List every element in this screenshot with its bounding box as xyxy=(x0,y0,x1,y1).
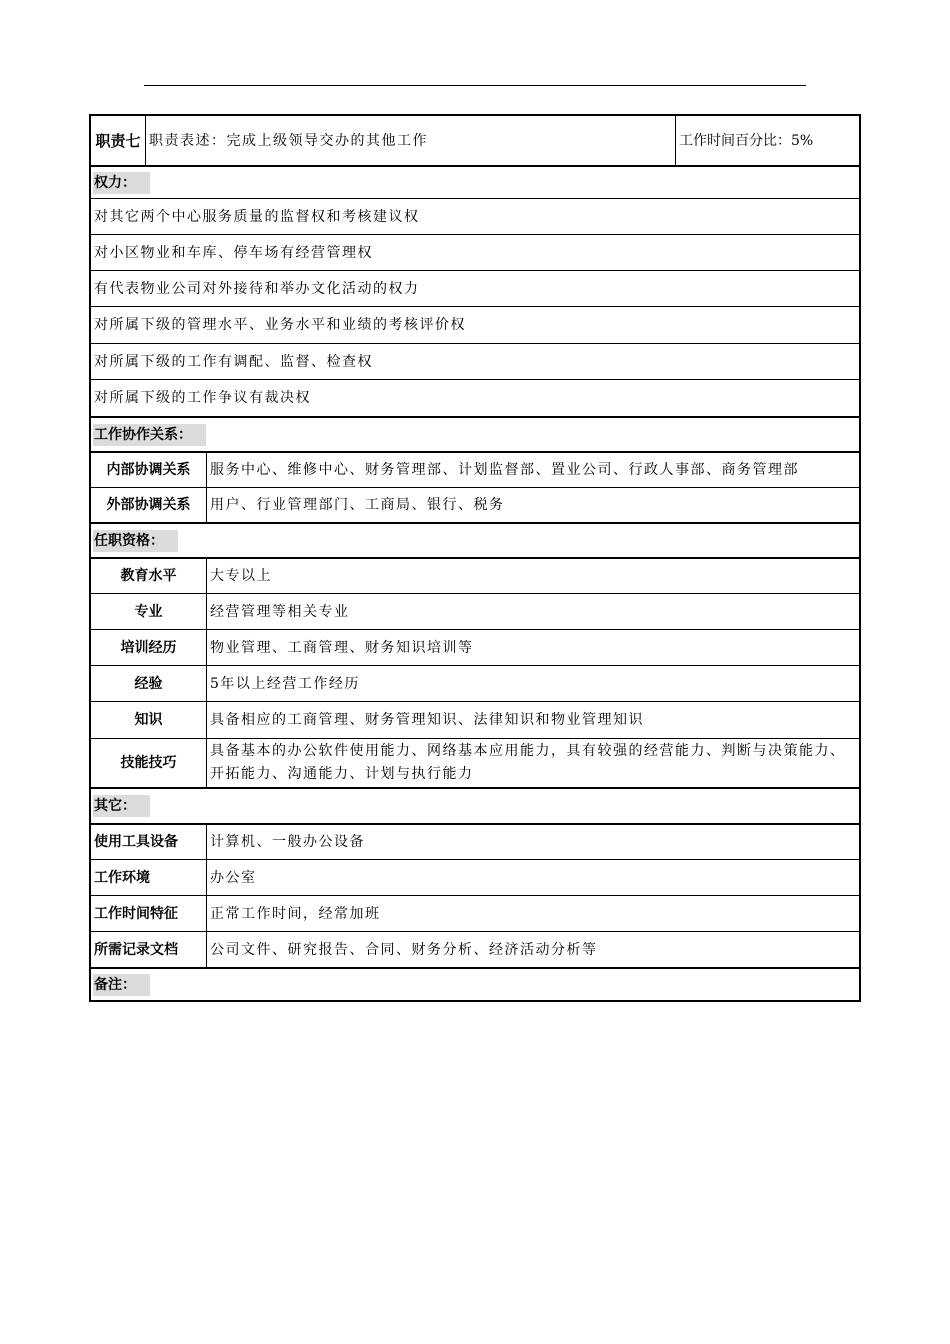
qualification-row xyxy=(91,593,859,629)
other-label: 工作时间特征 xyxy=(94,905,178,922)
qualification-label: 知识 xyxy=(134,712,163,728)
authority-item: 对所属下级的工作有调配、监督、检查权 xyxy=(91,343,859,379)
section-relations xyxy=(91,416,859,451)
other-row xyxy=(91,931,859,967)
authority-item: 对所属下级的管理水平、业务水平和业绩的考核评价权 xyxy=(91,306,859,343)
relation-value: 用户、行业管理部门、工商局、银行、税务 xyxy=(206,488,859,522)
duty-label: 职责七 xyxy=(95,131,141,150)
section-heading: 其它： xyxy=(91,789,859,823)
other-label: 使用工具设备 xyxy=(94,834,178,850)
qualification-value: 经营管理等相关专业 xyxy=(206,594,859,629)
section-qualifications xyxy=(91,522,859,557)
qualification-label: 教育水平 xyxy=(120,568,177,584)
authority-item: 对小区物业和车库、停车场有经营管理权 xyxy=(91,234,859,270)
qualification-label: 培训经历 xyxy=(120,639,177,656)
qualification-row xyxy=(91,665,859,701)
other-value: 办公室 xyxy=(206,860,859,895)
section-other xyxy=(91,787,859,823)
qualification-label: 经验 xyxy=(134,675,163,692)
other-label: 所需记录文档 xyxy=(94,941,178,958)
section-authority xyxy=(91,165,859,198)
duty-description: 职责表述：完成上级领导交办的其他工作 xyxy=(145,116,675,165)
qualification-value: 具备基本的办公软件使用能力、网络基本应用能力，具有较强的经营能力、判断与决策能力、开拓能力、沟通能力、计划与执行能力 xyxy=(206,739,859,787)
other-value: 正常工作时间，经常加班 xyxy=(206,896,859,931)
section-heading: 任职资格： xyxy=(91,524,859,557)
authority-item: 对其它两个中心服务质量的监督权和考核建议权 xyxy=(91,198,859,234)
relation-label: 外部协调关系 xyxy=(106,497,191,513)
other-row xyxy=(91,895,859,931)
relation-value: 服务中心、维修中心、财务管理部、计划监督部、置业公司、行政人事部、商务管理部 xyxy=(206,453,859,487)
section-heading: 权力： xyxy=(91,167,859,198)
job-description-table xyxy=(89,114,861,1002)
qualification-value: 具备相应的工商管理、财务管理知识、法律知识和物业管理知识 xyxy=(206,702,859,738)
qualification-label: 技能技巧 xyxy=(120,755,177,771)
section-heading: 工作协作关系： xyxy=(91,418,859,451)
other-label: 工作环境 xyxy=(94,869,150,886)
qualification-value: 5年以上经营工作经历 xyxy=(206,666,859,701)
section-heading: 备注： xyxy=(91,969,859,1000)
relation-row xyxy=(91,451,859,487)
relation-row xyxy=(91,487,859,522)
qualification-row xyxy=(91,701,859,738)
qualification-label: 专业 xyxy=(134,603,163,620)
duty-row xyxy=(91,116,859,165)
authority-item: 对所属下级的工作争议有裁决权 xyxy=(91,379,859,416)
other-value: 计算机、一般办公设备 xyxy=(206,825,859,859)
section-remarks xyxy=(91,967,859,1000)
qualification-value: 物业管理、工商管理、财务知识培训等 xyxy=(206,630,859,665)
qualification-row xyxy=(91,738,859,787)
qualification-row xyxy=(91,557,859,593)
authority-item: 有代表物业公司对外接待和举办文化活动的权力 xyxy=(91,270,859,306)
qualification-value: 大专以上 xyxy=(206,559,859,593)
qualification-row xyxy=(91,629,859,665)
duty-time-percent: 工作时间百分比：5% xyxy=(675,116,859,165)
other-value: 公司文件、研究报告、合同、财务分析、经济活动分析等 xyxy=(206,932,859,967)
relation-label: 内部协调关系 xyxy=(106,462,191,478)
other-row xyxy=(91,823,859,859)
other-row xyxy=(91,859,859,895)
header-rule xyxy=(144,85,806,86)
